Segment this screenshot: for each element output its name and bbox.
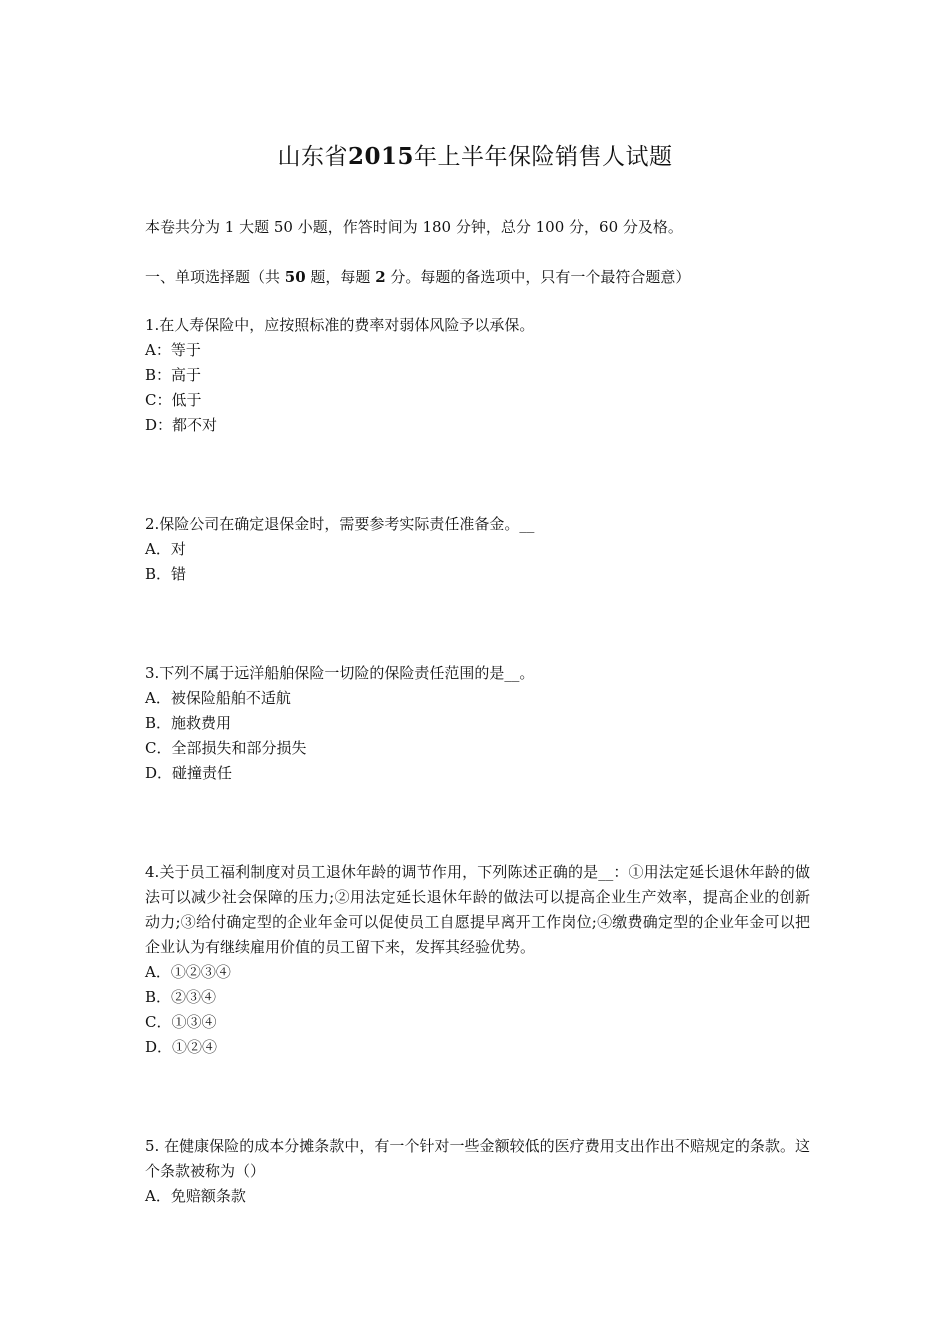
question-option: A．被保险船舶不适航 bbox=[145, 689, 291, 707]
question-1 bbox=[145, 313, 810, 438]
question-5 bbox=[145, 1134, 810, 1209]
question-option: D．碰撞责任 bbox=[145, 764, 233, 782]
section-question-count: 50 bbox=[284, 268, 306, 286]
question-option: B：高于 bbox=[145, 366, 202, 384]
section-text-2: 题，每题 bbox=[305, 268, 376, 286]
question-option: A：等于 bbox=[145, 341, 201, 359]
question-option: D．①②④ bbox=[145, 1038, 218, 1056]
question-option: B．错 bbox=[145, 565, 187, 583]
question-3 bbox=[145, 661, 810, 786]
title-year: 2015 bbox=[347, 143, 414, 170]
title-suffix: 年上半年保险销售人试题 bbox=[414, 144, 673, 170]
question-option: B．②③④ bbox=[145, 988, 217, 1006]
page-title bbox=[0, 138, 950, 171]
exam-intro: 本卷共分为 1 大题 50 小题，作答时间为 180 分钟，总分 100 分，60 分及格。 bbox=[145, 218, 683, 236]
question-option: A．①②③④ bbox=[145, 963, 231, 981]
question-stem: 1.在人寿保险中，应按照标准的费率对弱体风险予以承保。 bbox=[145, 316, 535, 334]
question-option: D：都不对 bbox=[145, 416, 218, 434]
section-text-3: 分。每题的备选项中，只有一个最符合题意） bbox=[385, 268, 691, 286]
question-option: A．对 bbox=[145, 540, 186, 558]
section-question-score: 2 bbox=[375, 268, 386, 286]
section-text-1: 一、单项选择题（共 bbox=[145, 268, 285, 286]
question-4 bbox=[145, 860, 810, 1060]
question-option: C．全部损失和部分损失 bbox=[145, 739, 307, 757]
question-stem: 2.保险公司在确定退保金时，需要参考实际责任准备金。__ bbox=[145, 515, 535, 533]
question-stem: 5. 在健康保险的成本分摊条款中，有一个针对一些金额较低的医疗费用支出作出不赔规定的条款。这个条款被称为（） bbox=[145, 1137, 810, 1180]
question-stem: 4.关于员工福利制度对员工退休年龄的调节作用，下列陈述正确的是__：①用法定延长退休年龄的做法可以减少社会保障的压力;②用法定延长退休年龄的做法可以提高企业生产效率，提高企业的创新动力;③给付确定型的企业年金可以促使员工自愿提早离开工作岗位;④缴费确定型的企业年金可以把企业认为有继续雇用价值的员工留下来，发挥其经验优势。 bbox=[145, 863, 810, 956]
question-stem: 3.下列不属于远洋船舶保险一切险的保险责任范围的是__。 bbox=[145, 664, 535, 682]
question-option: C：低于 bbox=[145, 391, 202, 409]
question-option: A．免赔额条款 bbox=[145, 1187, 246, 1205]
question-2 bbox=[145, 512, 810, 587]
title-prefix: 山东省 bbox=[277, 144, 348, 170]
section-heading bbox=[145, 266, 690, 287]
question-option: B．施救费用 bbox=[145, 714, 232, 732]
question-option: C．①③④ bbox=[145, 1013, 217, 1031]
